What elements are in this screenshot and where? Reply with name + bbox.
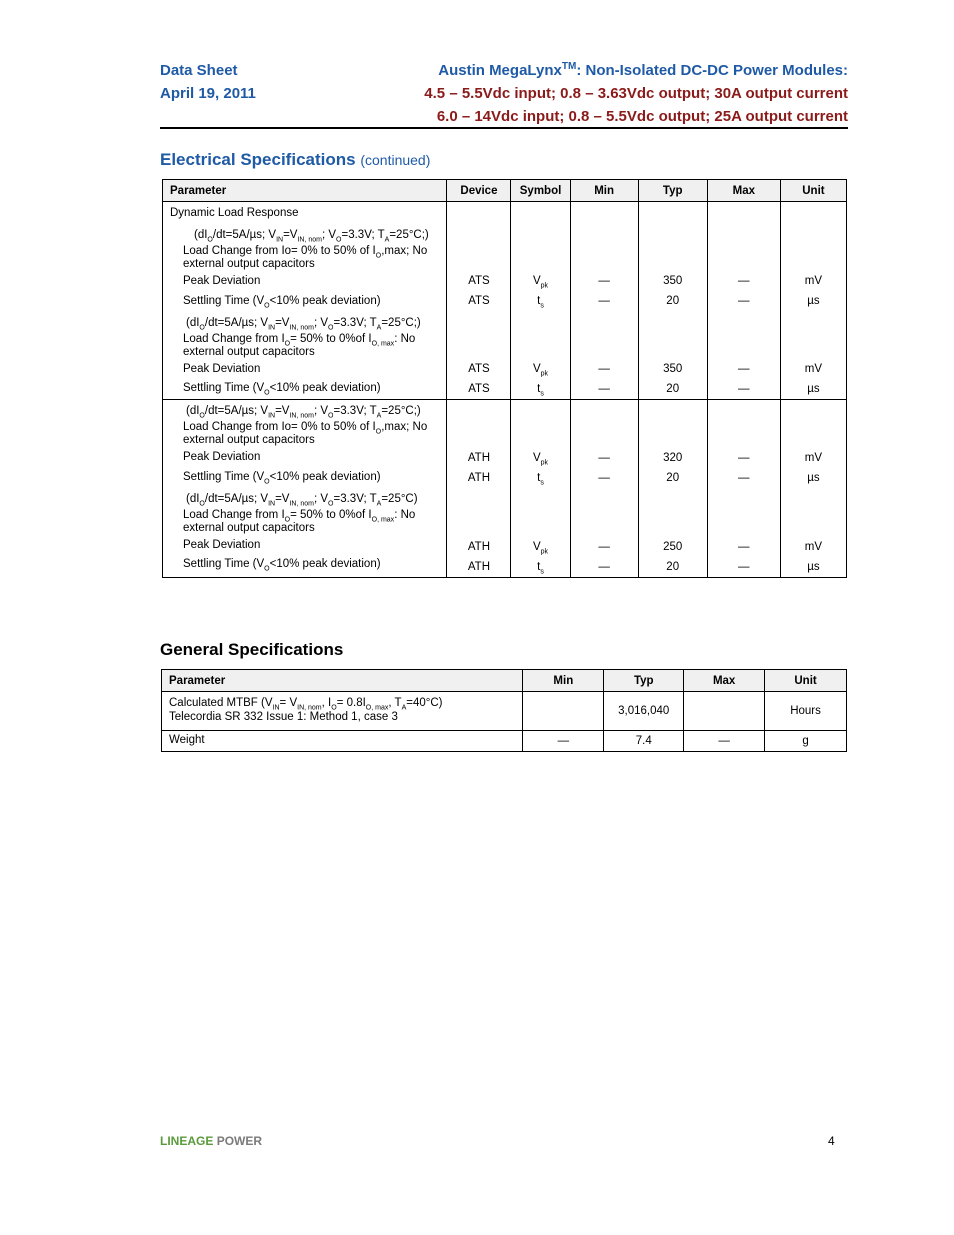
doc-date: April 19, 2011 bbox=[160, 85, 256, 102]
unit-cell: mV µs mV µs bbox=[780, 400, 846, 578]
title-pre: Austin MegaLynx bbox=[438, 62, 562, 79]
table-header-row bbox=[162, 670, 847, 692]
load-change: Load Change from $I_O= 50\%$ to 0%of $I_{O, max}$: No external output capacitors bbox=[183, 509, 416, 534]
general-specs-title: General Specifications bbox=[160, 640, 344, 659]
general-specs-table bbox=[161, 669, 847, 752]
load-change: Load Change from Io= 0% to 50% of $I_O,\max$; No external output capacitors bbox=[183, 245, 428, 270]
device-cell: ATH ATH ATH ATH bbox=[447, 400, 511, 578]
table-row bbox=[163, 400, 847, 578]
peak-label: Peak Deviation bbox=[183, 539, 261, 551]
parameter-cell bbox=[163, 202, 447, 400]
settling-label: Settling Time ($V_O<10\%$ peak deviation) bbox=[183, 558, 381, 573]
weight-min: — bbox=[523, 731, 604, 752]
col-parameter: Parameter bbox=[162, 670, 523, 692]
page-number: 4 bbox=[828, 1134, 835, 1148]
brand-power: POWER bbox=[216, 1134, 263, 1148]
col-typ: Typ bbox=[604, 670, 684, 692]
weight-max: — bbox=[684, 731, 765, 752]
weight-typ: 7.4 bbox=[604, 731, 684, 752]
max-cell: — — — — bbox=[707, 202, 780, 400]
load-change: Load Change from $I_O= 50\%$ to 0%of $I_{O, max}$: No external output capacitors bbox=[183, 333, 416, 358]
electrical-title-text: Electrical Specifications bbox=[160, 150, 356, 169]
mtbf-line-2: Telecordia SR 332 Issue 1: Method 1, case 3 bbox=[169, 711, 398, 723]
mtbf-max bbox=[684, 692, 765, 731]
settling-label: Settling Time ($V_O<10\%$ peak deviation) bbox=[183, 382, 381, 397]
header-divider bbox=[160, 127, 848, 129]
mtbf-line-1: Calculated MTBF ($V_{IN}= V_{IN, nom}$, $I_O= 0.8I_{O, max}$, $T_A=40^\circ C$) bbox=[169, 697, 443, 712]
unit-cell: mV µs mV µs bbox=[780, 202, 846, 400]
col-device: Device bbox=[447, 180, 511, 202]
brand-lineage: LINEAGE bbox=[160, 1134, 214, 1148]
min-cell: — — — — bbox=[570, 400, 638, 578]
mtbf-typ: 3,016,040 bbox=[604, 692, 684, 731]
peak-label: Peak Deviation bbox=[183, 451, 261, 463]
header-left bbox=[160, 62, 256, 108]
col-symbol: Symbol bbox=[511, 180, 570, 202]
table-row bbox=[162, 731, 847, 752]
electrical-specs-table bbox=[162, 179, 847, 578]
trademark: TM bbox=[561, 61, 577, 72]
symbol-cell: $V_{pk}$ $t_s$ $V_{pk}$ $t_s$ bbox=[511, 202, 570, 400]
condition: ($dI_O/dt=5A/\mu s$; $V_{IN}=V_{IN, nom}$; $V_O=3.3V$; $T_A=25^\circ C$;) bbox=[194, 229, 429, 244]
spec-line-2: 6.0 – 14Vdc input; 0.8 – 5.5Vdc output; 25A output current bbox=[436, 108, 848, 125]
table-header-row bbox=[163, 180, 847, 202]
weight-unit: g bbox=[765, 731, 847, 752]
typ-cell: 320 20 250 20 bbox=[638, 400, 707, 578]
col-min: Min bbox=[570, 180, 638, 202]
symbol-cell: $V_{pk}$ $t_s$ $V_{pk}$ $t_s$ bbox=[511, 400, 570, 578]
col-unit: Unit bbox=[765, 670, 847, 692]
continued-label: (continued) bbox=[360, 152, 431, 168]
load-change: Load Change from Io= 0% to 50% of $I_O,\max$; No external output capacitors bbox=[183, 421, 428, 446]
mtbf-parameter bbox=[162, 692, 523, 731]
device-cell: ATS ATS ATS ATS bbox=[447, 202, 511, 400]
condition: ($dI_O/dt=5A/\mu s$; $V_{IN}=V_{IN, nom}$; $V_O=3.3V$; $T_A=25^\circ C$;) bbox=[186, 317, 421, 332]
min-cell: — — — — bbox=[570, 202, 638, 400]
col-max: Max bbox=[707, 180, 780, 202]
peak-label: Peak Deviation bbox=[183, 363, 261, 375]
header-right bbox=[424, 62, 848, 131]
max-cell: — — — — bbox=[707, 400, 780, 578]
typ-cell: 350 20 350 20 bbox=[638, 202, 707, 400]
settling-label: Settling Time ($V_O<10\%$ peak deviation) bbox=[183, 471, 381, 486]
param-title: Dynamic Load Response bbox=[170, 207, 299, 219]
condition: ($dI_O/dt=5A/\mu s$; $V_{IN}=V_{IN, nom}$; $V_O=3.3V$; $T_A=25^\circ C$) bbox=[186, 493, 418, 508]
mtbf-min bbox=[523, 692, 604, 731]
condition: ($dI_O/dt=5A/\mu s$; $V_{IN}=V_{IN, nom}$; $V_O=3.3V$; $T_A=25^\circ C$;) bbox=[186, 405, 421, 420]
col-unit: Unit bbox=[780, 180, 846, 202]
settling-label: Settling Time ($V_O<10\%$ peak deviation) bbox=[183, 295, 381, 310]
doc-type: Data Sheet bbox=[160, 62, 238, 79]
col-parameter: Parameter bbox=[163, 180, 447, 202]
footer-brand bbox=[160, 1134, 262, 1148]
electrical-specs-title bbox=[160, 150, 430, 170]
col-max: Max bbox=[684, 670, 765, 692]
product-title bbox=[424, 62, 848, 85]
table-row bbox=[162, 692, 847, 731]
mtbf-unit: Hours bbox=[765, 692, 847, 731]
col-typ: Typ bbox=[638, 180, 707, 202]
col-min: Min bbox=[523, 670, 604, 692]
weight-label: Weight bbox=[162, 731, 523, 752]
table-row bbox=[163, 202, 847, 400]
title-post: : Non-Isolated DC-DC Power Modules: bbox=[576, 62, 848, 79]
spec-line-1: 4.5 – 5.5Vdc input; 0.8 – 3.63Vdc output; 30A output current bbox=[424, 85, 848, 102]
parameter-cell bbox=[163, 400, 447, 578]
peak-label: Peak Deviation bbox=[183, 275, 261, 287]
